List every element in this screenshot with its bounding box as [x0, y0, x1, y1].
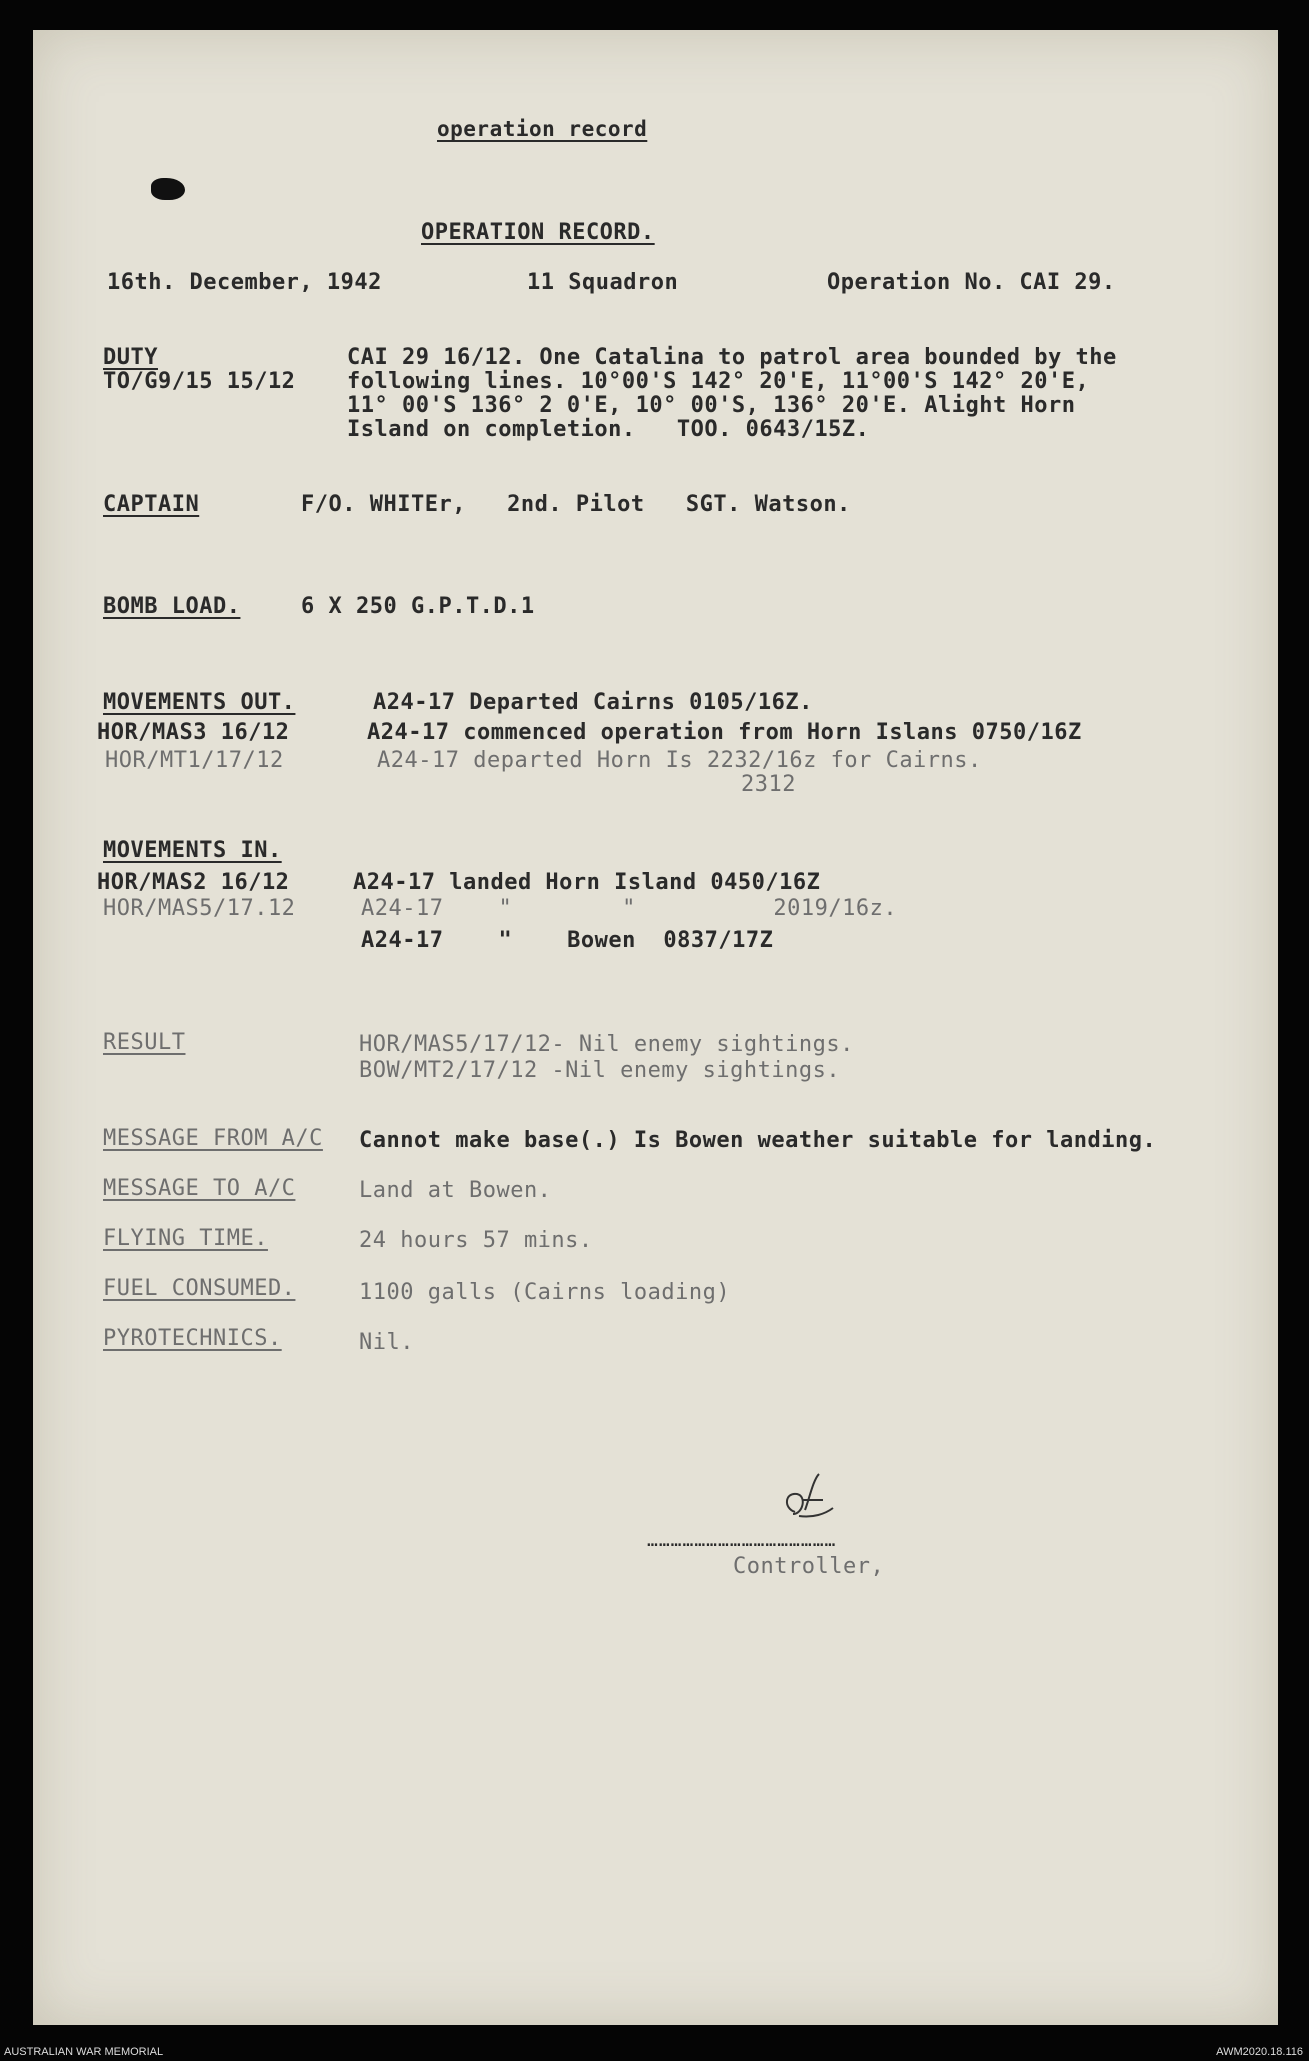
footer-right: AWM2020.18.116 [1216, 2046, 1303, 2058]
movements-out-line-1: A24-17 Departed Cairns 0105/16Z. [373, 690, 813, 715]
movements-in-ref-1: HOR/MAS2 16/12 [97, 870, 290, 895]
flying-time-value: 24 hours 57 mins. [359, 1228, 593, 1253]
result-line-1: HOR/MAS5/17/12- Nil enemy sightings. [359, 1032, 854, 1057]
duty-label: DUTY [103, 345, 158, 370]
message-to-ac-value: Land at Bowen. [359, 1178, 552, 1203]
operation-number: Operation No. CAI 29. [827, 270, 1116, 295]
punch-hole [151, 178, 185, 200]
movements-out-ref-3: HOR/MT1/17/12 [105, 748, 284, 773]
pyrotechnics-value: Nil. [359, 1330, 414, 1355]
document-title: OPERATION RECORD. [421, 220, 655, 245]
duty-line-4: Island on completion. TOO. 0643/15Z. [347, 417, 870, 442]
message-to-ac-label: MESSAGE TO A/C [103, 1176, 296, 1201]
movements-out-correction: 2312 [741, 772, 796, 797]
movements-in-line-2: A24-17 " " 2019/16z. [361, 896, 898, 921]
result-label: RESULT [103, 1030, 186, 1055]
signature-line: ………………………………………… [647, 1530, 837, 1551]
movements-out-ref-2: HOR/MAS3 16/12 [97, 720, 290, 745]
flying-time-label: FLYING TIME. [103, 1226, 268, 1251]
message-from-ac-value: Cannot make base(.) Is Bowen weather suitable for landing. [359, 1128, 1157, 1153]
movements-in-line-1: A24-17 landed Horn Island 0450/16Z [353, 870, 821, 895]
duty-line-1: CAI 29 16/12. One Catalina to patrol area bounded by the [347, 345, 1117, 370]
movements-in-ref-2: HOR/MAS5/17.12 [103, 896, 296, 921]
message-from-ac-label: MESSAGE FROM A/C [103, 1126, 323, 1151]
duty-line-2: following lines. 10°00'S 142° 20'E, 11°00'S 142° 20'E, [347, 369, 1090, 394]
duty-ref: TO/G9/15 15/12 [103, 369, 296, 394]
movements-out-line-3: A24-17 departed Horn Is 2232/16z for Cairns. [377, 748, 982, 773]
movements-out-line-2: A24-17 commenced operation from Horn Islans 0750/16Z [367, 720, 1082, 745]
controller-label: Controller, [733, 1554, 885, 1579]
movements-in-label: MOVEMENTS IN. [103, 838, 282, 863]
captain-label: CAPTAIN [103, 492, 200, 517]
fuel-consumed-label: FUEL CONSUMED. [103, 1276, 296, 1301]
document-sheet [33, 30, 1278, 2025]
footer-left: AUSTRALIAN WAR MEMORIAL [4, 2046, 164, 2058]
fuel-consumed-value: 1100 galls (Cairns loading) [359, 1280, 731, 1305]
movements-out-label: MOVEMENTS OUT. [103, 690, 296, 715]
movements-in-line-3: A24-17 " Bowen 0837/17Z [361, 928, 774, 953]
result-line-2: BOW/MT2/17/12 -Nil enemy sightings. [359, 1058, 841, 1083]
duty-line-3: 11° 00'S 136° 2 0'E, 10° 00'S, 136° 20'E. Alight Horn [347, 393, 1076, 418]
bomb-load-label: BOMB LOAD. [103, 594, 241, 619]
page-header: operation record [437, 117, 648, 141]
handwritten-initials [773, 1470, 853, 1530]
pyrotechnics-label: PYROTECHNICS. [103, 1326, 282, 1351]
captain-value: F/O. WHITEr, 2nd. Pilot SGT. Watson. [301, 492, 851, 517]
bomb-load-value: 6 X 250 G.P.T.D.1 [301, 594, 535, 619]
squadron: 11 Squadron [527, 270, 679, 295]
date: 16th. December, 1942 [107, 270, 382, 295]
